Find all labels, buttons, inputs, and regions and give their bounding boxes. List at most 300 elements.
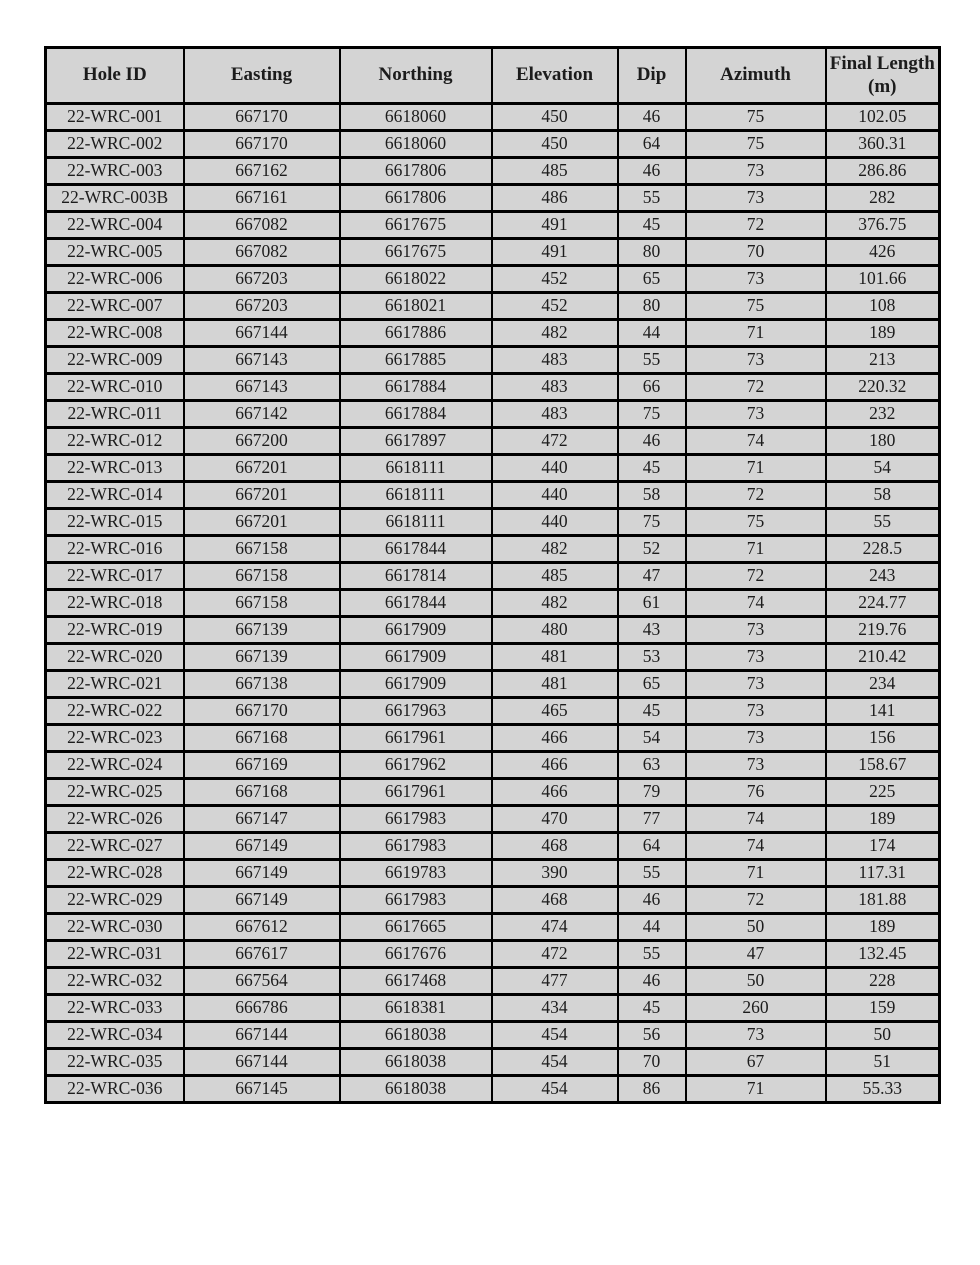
table-cell: 667170 [184, 698, 340, 725]
table-cell: 73 [686, 752, 826, 779]
table-cell: 6617909 [340, 644, 492, 671]
table-cell: 466 [492, 752, 618, 779]
table-row [46, 779, 940, 806]
table-cell: 228.5 [826, 536, 940, 563]
table-cell: 491 [492, 212, 618, 239]
table-row [46, 266, 940, 293]
table-cell: 360.31 [826, 131, 940, 158]
table-cell: 22-WRC-009 [46, 347, 184, 374]
table-cell: 54 [826, 455, 940, 482]
table-cell: 6617884 [340, 374, 492, 401]
table-row [46, 374, 940, 401]
table-cell: 55 [618, 941, 686, 968]
table-cell: 58 [826, 482, 940, 509]
table-row [46, 725, 940, 752]
table-cell: 667145 [184, 1076, 340, 1103]
table-cell: 47 [618, 563, 686, 590]
table-cell: 74 [686, 833, 826, 860]
table-cell: 667142 [184, 401, 340, 428]
table-cell: 474 [492, 914, 618, 941]
table-row [46, 995, 940, 1022]
table-cell: 22-WRC-001 [46, 104, 184, 131]
table-cell: 667158 [184, 590, 340, 617]
table-cell: 73 [686, 725, 826, 752]
table-cell: 189 [826, 914, 940, 941]
table-cell: 22-WRC-011 [46, 401, 184, 428]
table-cell: 667144 [184, 1022, 340, 1049]
table-cell: 72 [686, 887, 826, 914]
table-cell: 44 [618, 320, 686, 347]
table-cell: 22-WRC-033 [46, 995, 184, 1022]
table-cell: 22-WRC-018 [46, 590, 184, 617]
table-row [46, 104, 940, 131]
table-cell: 667144 [184, 1049, 340, 1076]
table-cell: 468 [492, 833, 618, 860]
table-cell: 189 [826, 806, 940, 833]
table-cell: 132.45 [826, 941, 940, 968]
table-row [46, 617, 940, 644]
table-cell: 72 [686, 374, 826, 401]
table-cell: 46 [618, 887, 686, 914]
table-cell: 6617676 [340, 941, 492, 968]
table-cell: 77 [618, 806, 686, 833]
table-cell: 6617844 [340, 590, 492, 617]
table-cell: 450 [492, 104, 618, 131]
column-header-northing: Northing [340, 48, 492, 104]
column-header-dip: Dip [618, 48, 686, 104]
column-header-elevation: Elevation [492, 48, 618, 104]
table-cell: 6617886 [340, 320, 492, 347]
table-cell: 219.76 [826, 617, 940, 644]
table-row [46, 1049, 940, 1076]
table-cell: 55 [618, 347, 686, 374]
table-cell: 483 [492, 347, 618, 374]
table-cell: 667139 [184, 617, 340, 644]
table-cell: 6617844 [340, 536, 492, 563]
table-cell: 22-WRC-007 [46, 293, 184, 320]
table-cell: 482 [492, 536, 618, 563]
table-cell: 6618022 [340, 266, 492, 293]
table-row [46, 428, 940, 455]
table-cell: 6617983 [340, 833, 492, 860]
table-cell: 141 [826, 698, 940, 725]
table-cell: 667201 [184, 509, 340, 536]
table-cell: 75 [686, 509, 826, 536]
table-cell: 156 [826, 725, 940, 752]
table-cell: 667149 [184, 860, 340, 887]
table-row [46, 914, 940, 941]
table-cell: 454 [492, 1049, 618, 1076]
table-cell: 452 [492, 293, 618, 320]
table-cell: 6617675 [340, 239, 492, 266]
table-cell: 73 [686, 266, 826, 293]
table-cell: 22-WRC-016 [46, 536, 184, 563]
table-cell: 667161 [184, 185, 340, 212]
table-cell: 46 [618, 104, 686, 131]
column-header-easting: Easting [184, 48, 340, 104]
table-cell: 243 [826, 563, 940, 590]
table-row [46, 968, 940, 995]
table-row [46, 806, 940, 833]
table-cell: 483 [492, 401, 618, 428]
table-cell: 66 [618, 374, 686, 401]
table-cell: 481 [492, 644, 618, 671]
table-cell: 667149 [184, 833, 340, 860]
table-cell: 75 [686, 131, 826, 158]
table-cell: 73 [686, 347, 826, 374]
table-cell: 63 [618, 752, 686, 779]
table-cell: 22-WRC-006 [46, 266, 184, 293]
table-cell: 108 [826, 293, 940, 320]
table-cell: 454 [492, 1076, 618, 1103]
table-row [46, 887, 940, 914]
table-cell: 22-WRC-024 [46, 752, 184, 779]
table-cell: 22-WRC-021 [46, 671, 184, 698]
table-cell: 482 [492, 320, 618, 347]
table-row [46, 401, 940, 428]
table-cell: 213 [826, 347, 940, 374]
table-cell: 50 [686, 968, 826, 995]
table-cell: 22-WRC-004 [46, 212, 184, 239]
table-cell: 46 [618, 158, 686, 185]
table-cell: 22-WRC-031 [46, 941, 184, 968]
table-row [46, 563, 940, 590]
table-cell: 667170 [184, 131, 340, 158]
table-cell: 6617962 [340, 752, 492, 779]
column-header-final-length-m: Final Length (m) [826, 48, 940, 104]
table-cell: 22-WRC-032 [46, 968, 184, 995]
table-row [46, 509, 940, 536]
table-cell: 390 [492, 860, 618, 887]
table-cell: 22-WRC-013 [46, 455, 184, 482]
column-header-azimuth: Azimuth [686, 48, 826, 104]
table-cell: 55.33 [826, 1076, 940, 1103]
table-row [46, 752, 940, 779]
table-cell: 73 [686, 644, 826, 671]
table-cell: 22-WRC-012 [46, 428, 184, 455]
table-cell: 55 [618, 185, 686, 212]
table-cell: 117.31 [826, 860, 940, 887]
table-cell: 667200 [184, 428, 340, 455]
table-row [46, 320, 940, 347]
table-cell: 45 [618, 698, 686, 725]
table-cell: 75 [618, 509, 686, 536]
table-cell: 6617983 [340, 806, 492, 833]
table-cell: 22-WRC-022 [46, 698, 184, 725]
table-cell: 485 [492, 563, 618, 590]
table-cell: 181.88 [826, 887, 940, 914]
table-cell: 22-WRC-019 [46, 617, 184, 644]
table-cell: 6618111 [340, 482, 492, 509]
table-cell: 73 [686, 158, 826, 185]
table-cell: 50 [826, 1022, 940, 1049]
table-cell: 22-WRC-036 [46, 1076, 184, 1103]
table-cell: 667139 [184, 644, 340, 671]
table-cell: 6618381 [340, 995, 492, 1022]
table-cell: 450 [492, 131, 618, 158]
table-cell: 56 [618, 1022, 686, 1049]
table-cell: 472 [492, 941, 618, 968]
table-cell: 73 [686, 671, 826, 698]
table-cell: 22-WRC-028 [46, 860, 184, 887]
table-cell: 667138 [184, 671, 340, 698]
table-cell: 667617 [184, 941, 340, 968]
table-cell: 50 [686, 914, 826, 941]
table-cell: 22-WRC-008 [46, 320, 184, 347]
table-cell: 481 [492, 671, 618, 698]
table-cell: 22-WRC-005 [46, 239, 184, 266]
table-cell: 468 [492, 887, 618, 914]
table-cell: 6617468 [340, 968, 492, 995]
table-cell: 465 [492, 698, 618, 725]
table-cell: 486 [492, 185, 618, 212]
table-cell: 71 [686, 536, 826, 563]
table-cell: 6617897 [340, 428, 492, 455]
table-cell: 234 [826, 671, 940, 698]
table-cell: 667168 [184, 725, 340, 752]
table-row [46, 239, 940, 266]
table-cell: 426 [826, 239, 940, 266]
table-cell: 22-WRC-002 [46, 131, 184, 158]
table-row [46, 860, 940, 887]
table-cell: 22-WRC-010 [46, 374, 184, 401]
table-cell: 52 [618, 536, 686, 563]
table-cell: 470 [492, 806, 618, 833]
table-cell: 6618038 [340, 1049, 492, 1076]
table-cell: 73 [686, 1022, 826, 1049]
table-cell: 667158 [184, 536, 340, 563]
table-cell: 667082 [184, 239, 340, 266]
table-cell: 75 [686, 104, 826, 131]
table-cell: 22-WRC-030 [46, 914, 184, 941]
table-cell: 6617665 [340, 914, 492, 941]
table-cell: 485 [492, 158, 618, 185]
table-cell: 667170 [184, 104, 340, 131]
table-cell: 667082 [184, 212, 340, 239]
table-row [46, 131, 940, 158]
table-cell: 102.05 [826, 104, 940, 131]
table-cell: 22-WRC-015 [46, 509, 184, 536]
table-cell: 22-WRC-020 [46, 644, 184, 671]
table-row [46, 698, 940, 725]
table-cell: 282 [826, 185, 940, 212]
table-cell: 491 [492, 239, 618, 266]
table-cell: 667144 [184, 320, 340, 347]
table-cell: 158.67 [826, 752, 940, 779]
table-cell: 67 [686, 1049, 826, 1076]
table-cell: 72 [686, 563, 826, 590]
table-row [46, 185, 940, 212]
table-cell: 466 [492, 725, 618, 752]
table-cell: 210.42 [826, 644, 940, 671]
table-cell: 22-WRC-025 [46, 779, 184, 806]
table-cell: 6617814 [340, 563, 492, 590]
table-cell: 71 [686, 1076, 826, 1103]
table-cell: 74 [686, 806, 826, 833]
table-cell: 159 [826, 995, 940, 1022]
table-cell: 46 [618, 428, 686, 455]
table-cell: 22-WRC-014 [46, 482, 184, 509]
header-row [46, 48, 940, 104]
table-cell: 80 [618, 239, 686, 266]
table-cell: 22-WRC-003B [46, 185, 184, 212]
table-cell: 45 [618, 455, 686, 482]
table-cell: 225 [826, 779, 940, 806]
table-cell: 440 [492, 482, 618, 509]
table-cell: 440 [492, 455, 618, 482]
table-cell: 174 [826, 833, 940, 860]
table-row [46, 833, 940, 860]
table-cell: 6617961 [340, 779, 492, 806]
table-cell: 6617909 [340, 617, 492, 644]
table-cell: 472 [492, 428, 618, 455]
table-cell: 71 [686, 320, 826, 347]
table-cell: 22-WRC-003 [46, 158, 184, 185]
table-cell: 376.75 [826, 212, 940, 239]
table-cell: 189 [826, 320, 940, 347]
table-cell: 64 [618, 833, 686, 860]
table-cell: 440 [492, 509, 618, 536]
table-cell: 667169 [184, 752, 340, 779]
table-cell: 220.32 [826, 374, 940, 401]
table-cell: 6619783 [340, 860, 492, 887]
table-cell: 71 [686, 455, 826, 482]
table-row [46, 1022, 940, 1049]
table-cell: 6618021 [340, 293, 492, 320]
table-cell: 434 [492, 995, 618, 1022]
table-cell: 454 [492, 1022, 618, 1049]
table-cell: 22-WRC-017 [46, 563, 184, 590]
table-cell: 286.86 [826, 158, 940, 185]
table-cell: 80 [618, 293, 686, 320]
table-cell: 667149 [184, 887, 340, 914]
table-cell: 232 [826, 401, 940, 428]
table-cell: 6618060 [340, 131, 492, 158]
table-cell: 45 [618, 995, 686, 1022]
table-cell: 452 [492, 266, 618, 293]
table-cell: 58 [618, 482, 686, 509]
table-cell: 667158 [184, 563, 340, 590]
table-cell: 6617961 [340, 725, 492, 752]
table-cell: 483 [492, 374, 618, 401]
table-cell: 54 [618, 725, 686, 752]
table-cell: 71 [686, 860, 826, 887]
table-cell: 74 [686, 428, 826, 455]
table-cell: 6617983 [340, 887, 492, 914]
table-cell: 224.77 [826, 590, 940, 617]
table-cell: 43 [618, 617, 686, 644]
table-cell: 667143 [184, 347, 340, 374]
table-row [46, 347, 940, 374]
table-cell: 73 [686, 698, 826, 725]
table-cell: 55 [826, 509, 940, 536]
table-row [46, 482, 940, 509]
table-cell: 75 [618, 401, 686, 428]
table-cell: 70 [618, 1049, 686, 1076]
table-cell: 51 [826, 1049, 940, 1076]
table-row [46, 644, 940, 671]
table-cell: 6617675 [340, 212, 492, 239]
table-row [46, 212, 940, 239]
table-cell: 22-WRC-035 [46, 1049, 184, 1076]
table-cell: 22-WRC-029 [46, 887, 184, 914]
table-cell: 72 [686, 212, 826, 239]
table-cell: 64 [618, 131, 686, 158]
table-cell: 482 [492, 590, 618, 617]
table-cell: 46 [618, 968, 686, 995]
table-cell: 667162 [184, 158, 340, 185]
table-body [46, 104, 940, 1103]
table-row [46, 536, 940, 563]
table-cell: 6617806 [340, 158, 492, 185]
table-cell: 6618060 [340, 104, 492, 131]
table-cell: 6617885 [340, 347, 492, 374]
table-cell: 260 [686, 995, 826, 1022]
table-cell: 75 [686, 293, 826, 320]
table-cell: 667203 [184, 293, 340, 320]
table-cell: 667564 [184, 968, 340, 995]
table-cell: 22-WRC-027 [46, 833, 184, 860]
table-cell: 61 [618, 590, 686, 617]
table-cell: 73 [686, 617, 826, 644]
table-cell: 74 [686, 590, 826, 617]
table-cell: 466 [492, 779, 618, 806]
table-cell: 667147 [184, 806, 340, 833]
table-cell: 86 [618, 1076, 686, 1103]
table-cell: 6618111 [340, 509, 492, 536]
table-row [46, 158, 940, 185]
table-row [46, 1076, 940, 1103]
table-cell: 44 [618, 914, 686, 941]
table-cell: 6617963 [340, 698, 492, 725]
table-cell: 72 [686, 482, 826, 509]
table-row [46, 455, 940, 482]
table-cell: 47 [686, 941, 826, 968]
table-cell: 45 [618, 212, 686, 239]
table-cell: 73 [686, 401, 826, 428]
column-header-hole-id: Hole ID [46, 48, 184, 104]
table-cell: 480 [492, 617, 618, 644]
table-cell: 667168 [184, 779, 340, 806]
table-cell: 667201 [184, 482, 340, 509]
table-cell: 667201 [184, 455, 340, 482]
table-cell: 667143 [184, 374, 340, 401]
table-cell: 22-WRC-023 [46, 725, 184, 752]
table-cell: 6618111 [340, 455, 492, 482]
table-row [46, 671, 940, 698]
table-row [46, 941, 940, 968]
table-cell: 76 [686, 779, 826, 806]
table-row [46, 590, 940, 617]
table-cell: 6617806 [340, 185, 492, 212]
table-cell: 65 [618, 266, 686, 293]
table-cell: 53 [618, 644, 686, 671]
table-cell: 667203 [184, 266, 340, 293]
table-cell: 6617884 [340, 401, 492, 428]
table-cell: 65 [618, 671, 686, 698]
drill-hole-collar-table [44, 46, 941, 1104]
table-cell: 477 [492, 968, 618, 995]
table-cell: 6617909 [340, 671, 492, 698]
table-cell: 228 [826, 968, 940, 995]
table-cell: 55 [618, 860, 686, 887]
table-cell: 22-WRC-034 [46, 1022, 184, 1049]
table-cell: 667612 [184, 914, 340, 941]
table-cell: 6618038 [340, 1022, 492, 1049]
table-cell: 79 [618, 779, 686, 806]
table-cell: 101.66 [826, 266, 940, 293]
table-cell: 6618038 [340, 1076, 492, 1103]
